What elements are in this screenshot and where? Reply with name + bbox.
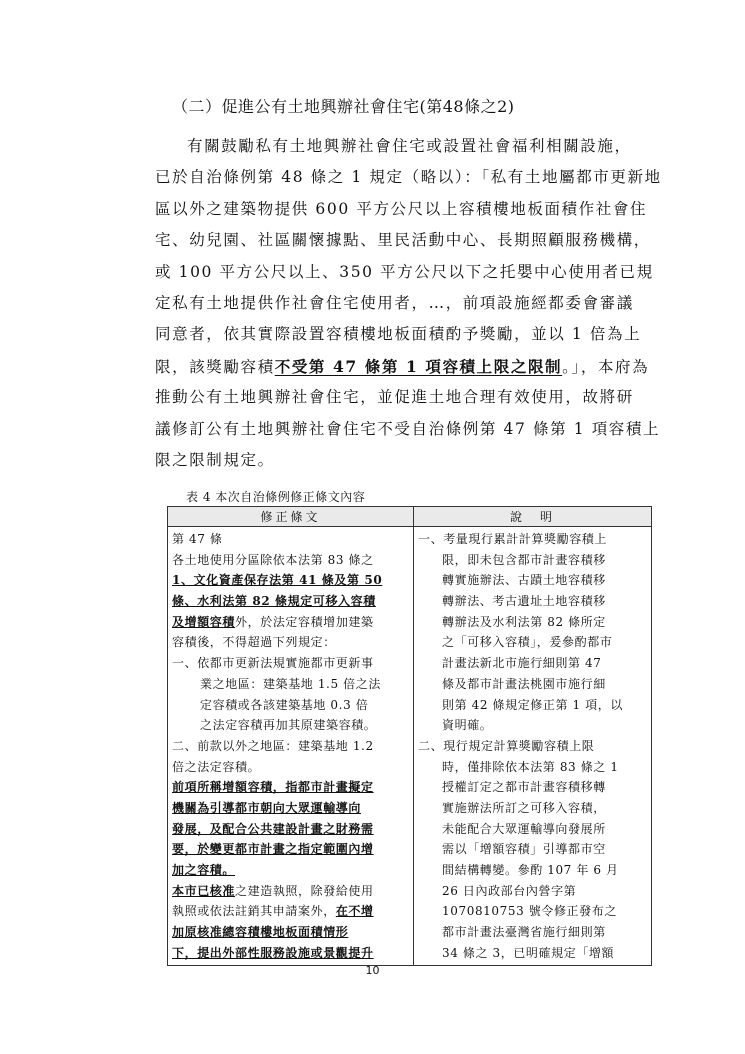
table-text-line [418, 674, 647, 695]
paragraph-line: 議修訂公有土地興辦社會住宅不受自治條例第 47 條第 1 項容積上 [155, 419, 661, 438]
table-text: 1070810753 號令修正發布之 [442, 904, 617, 919]
table-text: 限，即未包含都市計畫容積移 [442, 552, 606, 567]
table-text: 實施辦法所訂之可移入容積， [442, 800, 606, 815]
table-text-line [172, 695, 409, 716]
underlined-amendment-text: 前項所稱增額容積，指都市計畫擬定 [172, 780, 374, 795]
amended-article-cell [168, 527, 414, 966]
table-text-line [172, 632, 409, 653]
table-text-line [418, 653, 647, 674]
table-text: 之建造執照，除發給使用 [235, 883, 374, 898]
underlined-amendment-text: 1、文化資產保存法第 41 條及第 50 [172, 573, 383, 588]
column-header-amended-text: 修正條文 [168, 507, 414, 527]
table-text: 容積後，不得超過下列規定： [172, 635, 336, 650]
table-text-line [418, 922, 647, 943]
table-text-line [172, 715, 409, 736]
paragraph-line: 已於自治條例第 48 條之 1 規定（略以）：「私有土地屬都市更新地 [155, 168, 662, 187]
paragraph-line: 或 100 平方公尺以上、350 平方公尺以下之托嬰中心使用者已規 [155, 262, 654, 281]
underlined-emphasis: 不受第 47 條第 1 項容積上限之限制 [274, 356, 563, 376]
table-text-line [418, 881, 647, 902]
table-text-line [418, 529, 647, 550]
table-text-line [172, 529, 409, 550]
table-text-line [418, 715, 647, 736]
table-text: 計畫法新北市施行細則第 47 [442, 656, 602, 671]
table-text: 執照或依法註銷其申請案外， [172, 904, 336, 919]
table-text: 各土地使用分區除依本法第 83 條之 [172, 552, 374, 567]
table-text: 轉實施辦法、古蹟土地容積移 [442, 573, 606, 588]
table-text-line [172, 839, 409, 860]
explanation-cell [414, 527, 652, 966]
paragraph-line: 宅、幼兒園、社區關懷據點、里民活動中心、長期照顧服務機構， [155, 231, 651, 250]
revision-table [167, 506, 652, 966]
table-text-line [172, 901, 409, 922]
table-text: 第 47 條 [172, 532, 223, 546]
table-text: 二、前款以外之地區：建築基地 1.2 [172, 738, 374, 753]
table-caption: 表 4 本次自治條例修正條文內容 [186, 490, 366, 504]
table-text: 一、依都市更新法規實施都市更新事 [172, 656, 374, 671]
table-text: 之法定容積再加其原建築容積。 [200, 718, 377, 733]
table-text-line [418, 591, 647, 612]
table-text: 轉辦法、考古遺址土地容積移 [442, 594, 606, 609]
paragraph-line: 區以外之建築物提供 600 平方公尺以上容積樓地板面積作社會住 [155, 199, 648, 218]
table-text-line [172, 674, 409, 695]
table-text: 轉辦法及水利法第 82 條所定 [442, 614, 606, 629]
table-text-line [172, 612, 409, 633]
table-text: 34 條之 3，已明確規定「增額 [442, 945, 615, 960]
table-text: 業之地區：建築基地 1.5 倍之法 [200, 676, 381, 691]
table-text-line [418, 736, 647, 757]
table-text-line [172, 736, 409, 757]
paragraph-line [155, 351, 652, 382]
table-text: 則第 42 條規定修正第 1 項，以 [442, 697, 623, 712]
table-text-line [172, 798, 409, 819]
underlined-amendment-text: 本市已核准 [172, 883, 236, 898]
table-text-line [418, 777, 647, 798]
table-text-line [172, 819, 409, 840]
table-text-line [418, 943, 647, 964]
underlined-amendment-text: 發展，及配合公共建設計畫之財務需 [172, 821, 374, 836]
body-paragraph [155, 131, 662, 476]
table-text: 外，於法定容積增加建築 [235, 614, 374, 629]
table-text-line [418, 757, 647, 778]
underlined-amendment-text: 及增額容積 [172, 614, 236, 629]
table-text-line [418, 550, 647, 571]
underlined-amendment-text: 加原核准總容積樓地板面積情形 [172, 925, 349, 940]
table-text-line [172, 653, 409, 674]
paragraph-line: 有關鼓勵私有土地興辦社會住宅或設置社會福利相關設施， [187, 137, 632, 155]
table-text-line [418, 819, 647, 840]
table-text-line [418, 839, 647, 860]
table-text-line [418, 695, 647, 716]
table-text: 26 日內政部台內營字第 [442, 883, 577, 898]
table-text: 二、現行規定計算獎勵容積上限 [418, 738, 595, 753]
underlined-amendment-text: 條、水利法第 82 條規定可移入容積 [172, 594, 376, 609]
table-text-line [172, 550, 409, 571]
table-text-line [172, 570, 409, 591]
table-text: 資明確。 [442, 718, 493, 733]
table-text-line [418, 798, 647, 819]
table-text-line [172, 777, 409, 798]
table-text-line [418, 632, 647, 653]
section-heading: （二）促進公有土地興辦社會住宅(第48條之2) [172, 97, 515, 116]
table-text: 未能配合大眾運輸導向發展所 [442, 821, 606, 836]
page-number: 10 [365, 964, 380, 977]
table-text-line [172, 881, 409, 902]
table-text: 一、考量現行累計計算獎勵容積上 [418, 532, 608, 546]
table-text-line [172, 943, 409, 964]
table-text: 條及都市計畫法桃園市施行細 [442, 676, 606, 691]
table-text-line [172, 591, 409, 612]
underlined-amendment-text: 下，提出外部性服務設施或景觀提升 [172, 945, 374, 960]
paragraph-line: 同意者，依其實際設置容積樓地板面積酌予獎勵，並以 1 倍為上 [155, 325, 642, 344]
underlined-amendment-text: 要，於變更都市計畫之指定範圍內增 [172, 842, 374, 857]
paragraph-line: 定私有土地提供作社會住宅使用者，…，前項設施經都委會審議 [155, 293, 634, 312]
table-text: 定容積或各該建築基地 0.3 倍 [200, 697, 369, 712]
table-text: 時，僅排除依本法第 83 條之 1 [442, 759, 619, 774]
table-text-line [172, 922, 409, 943]
table-text-line [418, 901, 647, 922]
table-text: 授權訂定之都市計畫容積移轉 [442, 780, 606, 795]
underlined-amendment-text: 在不增 [335, 904, 374, 919]
table-text-line [418, 860, 647, 881]
table-text-line [172, 757, 409, 778]
table-text-line [172, 860, 409, 881]
underlined-amendment-text: 加之容積。 [172, 863, 236, 877]
table-text: 之「可移入容積」，爰參酌都市 [442, 635, 613, 650]
underlined-amendment-text: 機關為引導都市朝向大眾運輸導向 [172, 800, 362, 815]
paragraph-line: 推動公有土地興辦社會住宅，並促進土地合理有效使用，故將研 [155, 388, 634, 407]
column-header-explanation: 說 明 [414, 507, 652, 527]
paragraph-text: 。」，本府為 [562, 357, 650, 376]
paragraph-line: 限之限制規定。 [155, 450, 275, 469]
paragraph-text: 限，該獎勵容積 [155, 357, 275, 376]
table-text: 倍之法定容積。 [172, 759, 261, 774]
table-text-line [418, 570, 647, 591]
table-text: 都市計畫法臺灣省施行細則第 [442, 925, 606, 940]
table-text: 間結構轉變。參酌 107 年 6 月 [442, 863, 619, 877]
table-text-line [418, 612, 647, 633]
table-text: 需以「增額容積」引導都市空 [442, 842, 606, 857]
